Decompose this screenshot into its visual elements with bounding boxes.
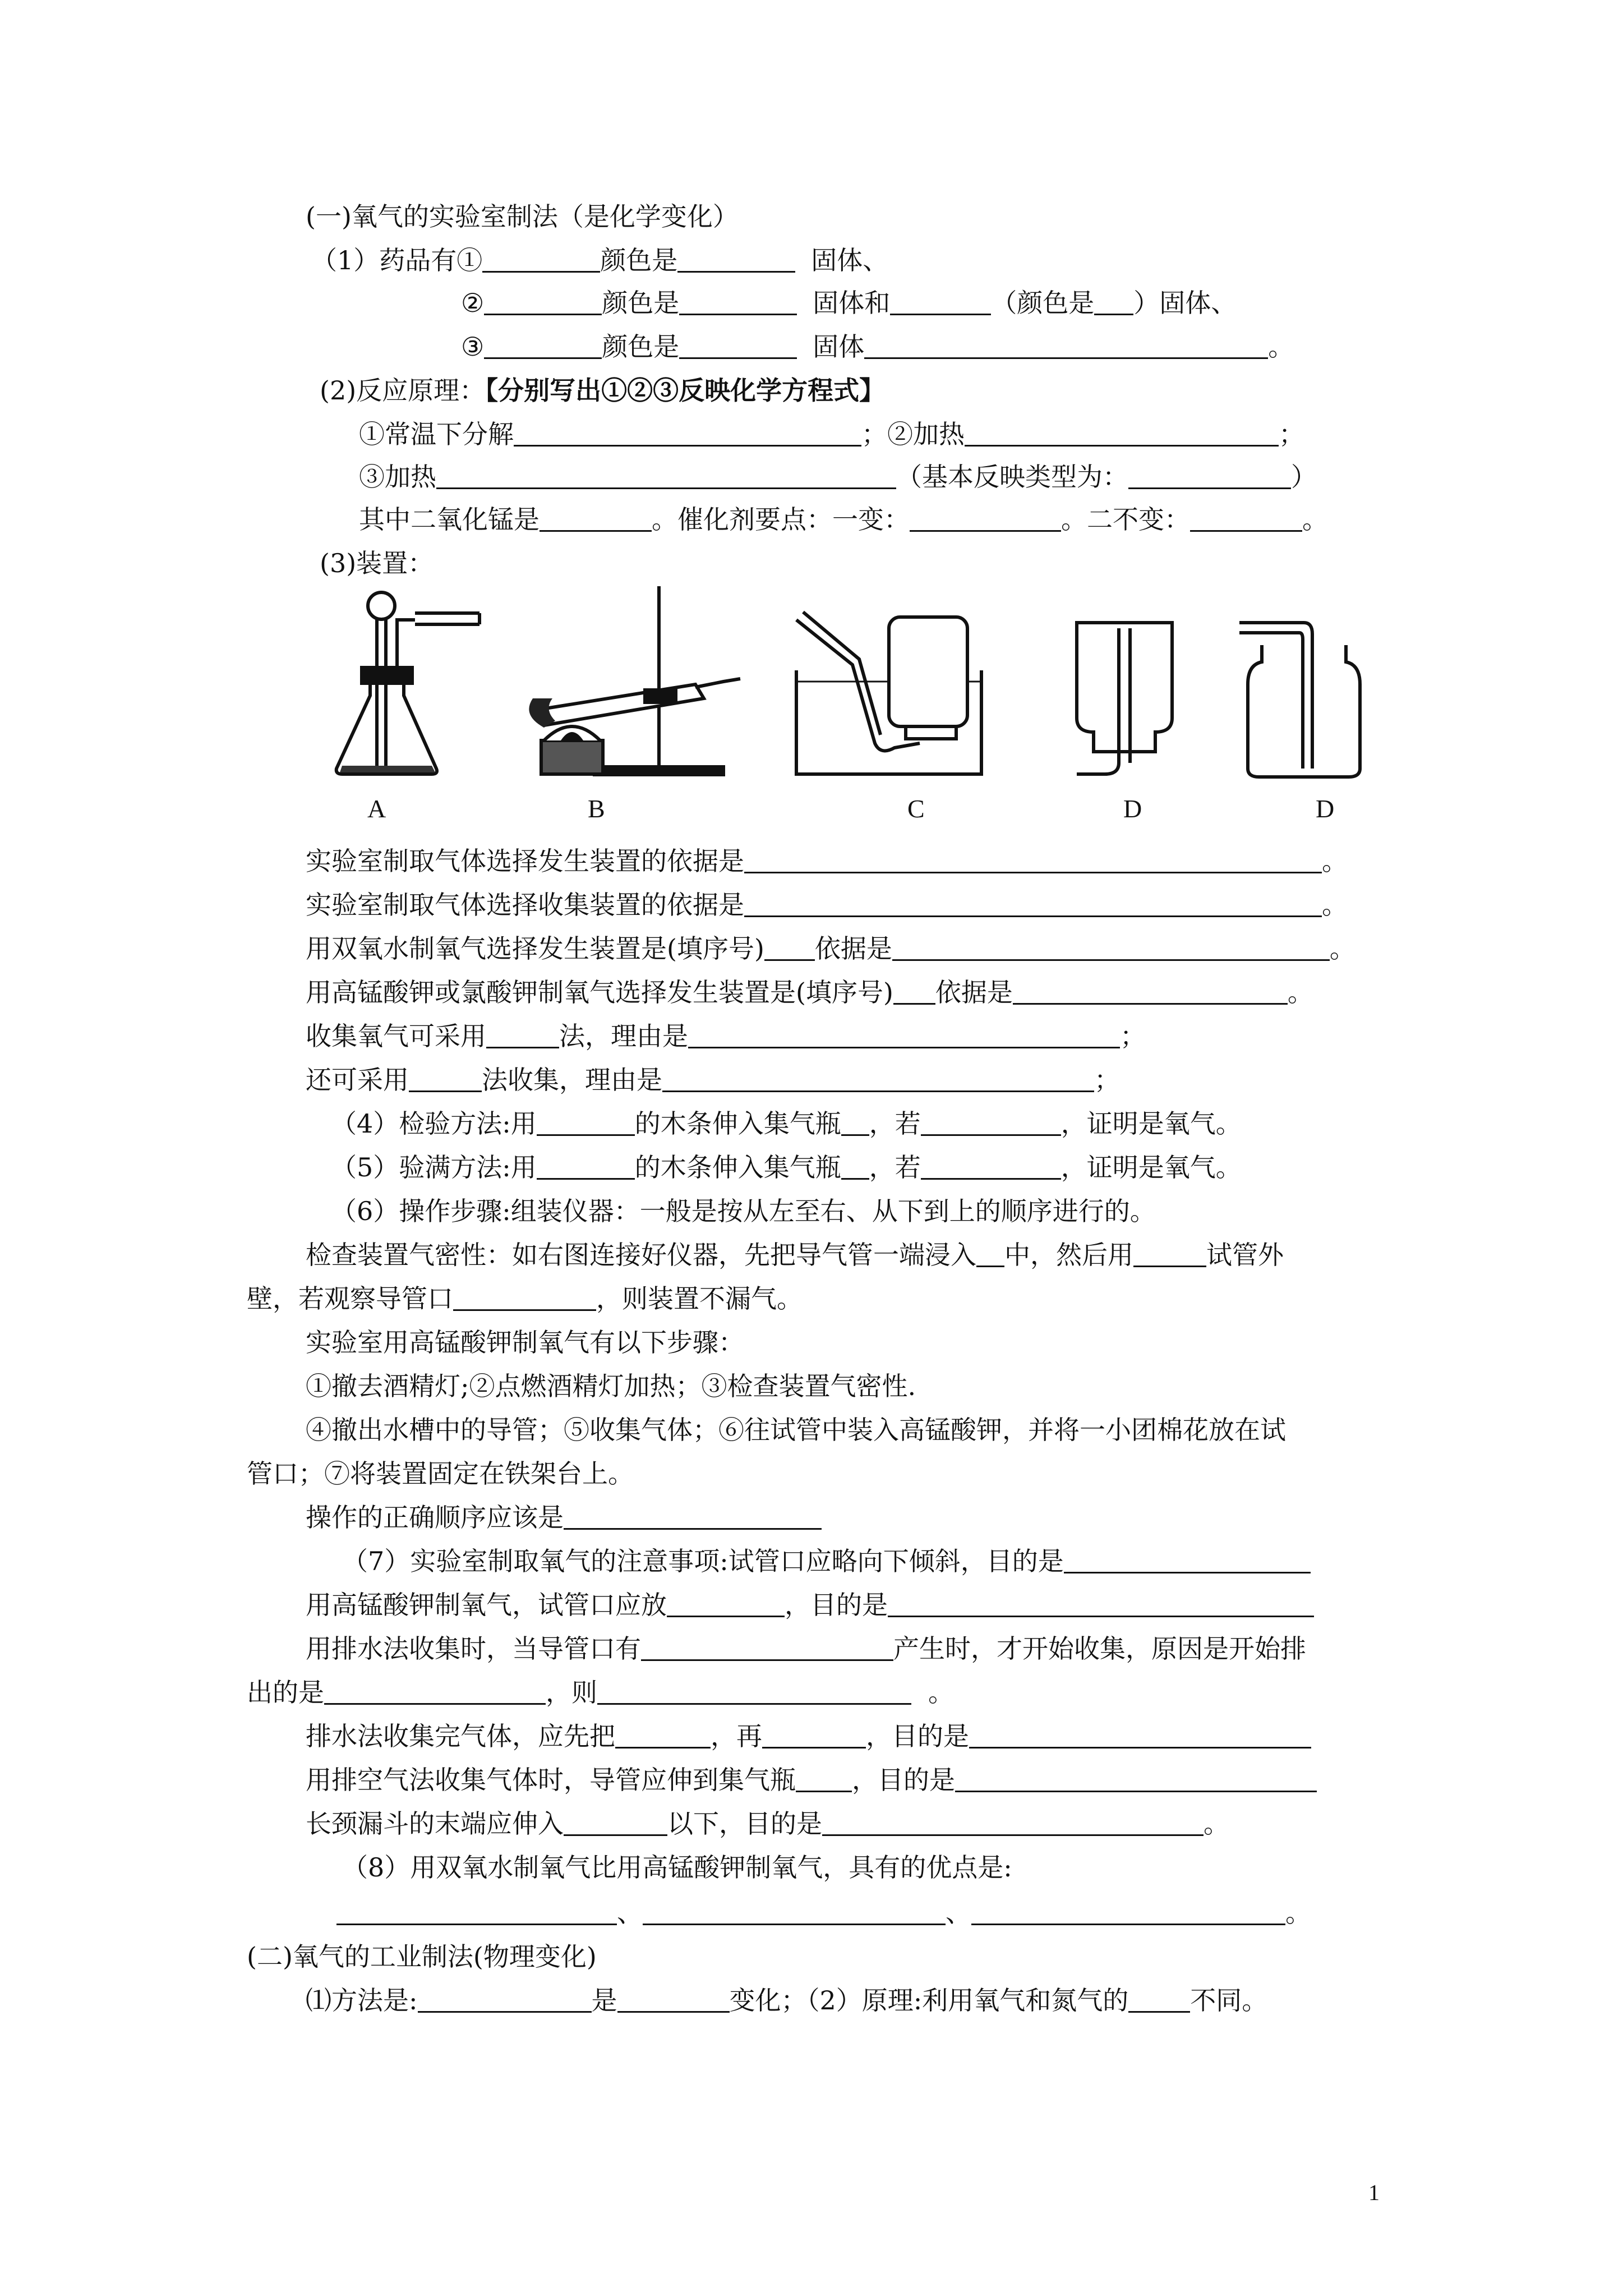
steps-line-1: ①撤去酒精灯;②点燃酒精灯加热；③检查装置气密性. xyxy=(306,1371,916,1401)
blank[interactable] xyxy=(1064,1547,1311,1573)
select-q2: 实验室制取气体选择收集装置的依据是 。 xyxy=(306,890,1348,920)
blank[interactable] xyxy=(969,1722,1311,1749)
steps-line-2: ④撤出水槽中的导管；⑤收集气体；⑥往试管中装入高锰酸钾，并将一小团棉花放在试 xyxy=(306,1415,1286,1445)
select-q5: 收集氧气可采用 法，理由是 ； xyxy=(306,1021,1146,1051)
principle-line-2: ③加热 （基本反映类型为： ） xyxy=(359,462,1317,492)
blank[interactable] xyxy=(796,1766,852,1792)
industry-line: ⑴方法是: 是 变化；（2）原理:利用氧气和氮气的 不同。 xyxy=(306,1985,1268,2016)
label-d2: D xyxy=(1316,794,1335,823)
blank[interactable] xyxy=(537,1153,635,1180)
blank[interactable] xyxy=(955,1766,1317,1792)
blank[interactable] xyxy=(841,1110,869,1136)
drugs-line-3: ③ 颜色是 固体 。 xyxy=(461,332,1294,362)
apparatus-c-water-trough-figure xyxy=(791,609,998,777)
apparatus-b-heating-figure xyxy=(510,581,751,788)
blank[interactable] xyxy=(921,1153,1061,1180)
blank[interactable] xyxy=(537,1110,635,1136)
blank[interactable] xyxy=(484,333,602,359)
blank[interactable] xyxy=(841,1153,869,1180)
drugs-line-2: ② 颜色是 固体和 （颜色是 ）固体、 xyxy=(461,288,1237,318)
section2-title: (二)氧气的工业制法(物理变化) xyxy=(247,1941,597,1972)
blank[interactable] xyxy=(564,1810,667,1836)
steps-line-3: 管口；⑦将装置固定在铁架台上。 xyxy=(247,1458,634,1489)
label-d1: D xyxy=(1123,794,1142,823)
after-line: 排水法收集完气体，应先把 ，再 ，目的是 xyxy=(306,1719,1311,1753)
water-line-2: 出的是 ，则 。 xyxy=(247,1677,954,1708)
blank[interactable] xyxy=(643,1899,946,1925)
test-method-line: （4）检验方法:用 的木条伸入集气瓶 ，若 ，证明是氧气。 xyxy=(331,1108,1242,1139)
blank[interactable] xyxy=(540,505,652,532)
label-c: C xyxy=(907,794,925,823)
select-q1: 实验室制取气体选择发生装置的依据是 。 xyxy=(306,846,1348,876)
blank[interactable] xyxy=(409,1066,482,1092)
blank[interactable] xyxy=(921,1110,1061,1136)
blank[interactable] xyxy=(764,935,815,961)
air-line: 用排空气法收集气体时，导管应伸到集气瓶 ，目的是 xyxy=(306,1763,1317,1797)
apparatus-heading: (3)装置： xyxy=(320,548,434,578)
blank[interactable] xyxy=(893,978,935,1005)
blank[interactable] xyxy=(888,1591,1314,1617)
select-q4: 用高锰酸钾或氯酸钾制氧气选择发生装置是(填序号) 依据是 。 xyxy=(306,977,1313,1007)
advantages-heading: （8）用双氧水制氧气比用高锰酸钾制氧气，具有的优点是: xyxy=(342,1852,1012,1883)
steps-heading: 实验室用高锰酸钾制氧气有以下步骤： xyxy=(306,1327,744,1358)
label-b: B xyxy=(588,794,605,823)
blank[interactable] xyxy=(324,1678,546,1705)
blank[interactable] xyxy=(564,1503,822,1530)
section1-title: (一)氧气的实验室制法（是化学变化） xyxy=(306,201,739,232)
blank[interactable] xyxy=(890,289,991,315)
blank[interactable] xyxy=(1013,978,1288,1005)
blank[interactable] xyxy=(453,1285,596,1311)
blank[interactable] xyxy=(971,1899,1285,1925)
apparatus-d-downward-bottle-figure xyxy=(1071,611,1200,785)
advantages-blanks: 、 、 。 xyxy=(336,1896,1311,1930)
ops-heading: （6）操作步骤:组装仪器：一般是按从左至右、从下到上的顺序进行的。 xyxy=(331,1196,1156,1226)
blank[interactable] xyxy=(482,246,600,273)
blank[interactable] xyxy=(1128,463,1291,489)
blank[interactable] xyxy=(910,505,1061,532)
blank[interactable] xyxy=(486,1022,559,1048)
principle-heading: (2)反应原理：【分别写出①②③反映化学方程式】 xyxy=(320,375,886,406)
select-q6: 还可采用 法收集，理由是 ； xyxy=(306,1065,1120,1095)
blank[interactable] xyxy=(597,1678,911,1705)
blank[interactable] xyxy=(965,420,1279,447)
blank[interactable] xyxy=(1094,289,1133,315)
blank[interactable] xyxy=(1190,505,1302,532)
blank[interactable] xyxy=(514,420,861,447)
water-line-1: 用排水法收集时，当导管口有 产生时，才开始收集，原因是开始排 xyxy=(306,1634,1306,1664)
blank[interactable] xyxy=(864,333,1268,359)
blank[interactable] xyxy=(677,246,795,273)
blank[interactable] xyxy=(667,1591,785,1617)
drugs-line-1: （1）药品有① 颜色是 固体、 xyxy=(311,245,889,275)
blank[interactable] xyxy=(762,1722,866,1749)
label-a: A xyxy=(367,794,386,823)
blank[interactable] xyxy=(1133,1241,1206,1267)
blank[interactable] xyxy=(336,1899,617,1925)
select-q3: 用双氧水制氧气选择发生装置是(填序号) 依据是 。 xyxy=(306,933,1355,964)
blank[interactable] xyxy=(822,1810,1204,1836)
blank[interactable] xyxy=(1128,1986,1190,2013)
blank[interactable] xyxy=(744,891,1322,917)
order-line: 操作的正确顺序应该是 xyxy=(306,1501,822,1534)
blank[interactable] xyxy=(662,1066,1094,1092)
funnel-line: 长颈漏斗的末端应伸入 以下，目的是 。 xyxy=(306,1809,1229,1839)
blank[interactable] xyxy=(679,333,797,359)
blank[interactable] xyxy=(418,1986,592,2013)
blank[interactable] xyxy=(892,935,1330,961)
kmno4-line: 用高锰酸钾制氧气，试管口应放 ，目的是 xyxy=(306,1588,1314,1622)
blank[interactable] xyxy=(679,289,797,315)
principle-line-3: 其中二氧化锰是 。催化剂要点：一变： 。二不变： 。 xyxy=(359,504,1328,535)
seal-line-2: 壁，若观察导管口 ，则装置不漏气。 xyxy=(247,1283,803,1314)
seal-line-1: 检查装置气密性：如右图连接好仪器，先把导气管一端浸入 中，然后用 试管外 xyxy=(306,1240,1284,1270)
blank[interactable] xyxy=(641,1635,893,1661)
blank[interactable] xyxy=(744,847,1322,873)
apparatus-d-upward-bottle-figure xyxy=(1237,611,1377,785)
blank[interactable] xyxy=(976,1241,1004,1267)
blank[interactable] xyxy=(615,1722,711,1749)
principle-line-1: ①常温下分解 ；②加热 ； xyxy=(359,419,1304,449)
page-number: 1 xyxy=(1368,2180,1380,2205)
full-check-line: （5）验满方法:用 的木条伸入集气瓶 ，若 ，证明是氧气。 xyxy=(331,1152,1242,1182)
notes-heading: （7）实验室制取氧气的注意事项:试管口应略向下倾斜，目的是 xyxy=(342,1544,1311,1578)
blank[interactable] xyxy=(484,289,602,315)
blank[interactable] xyxy=(617,1986,730,2013)
blank[interactable] xyxy=(436,463,896,489)
blank[interactable] xyxy=(688,1022,1120,1048)
apparatus-a-flask-figure xyxy=(331,581,499,788)
